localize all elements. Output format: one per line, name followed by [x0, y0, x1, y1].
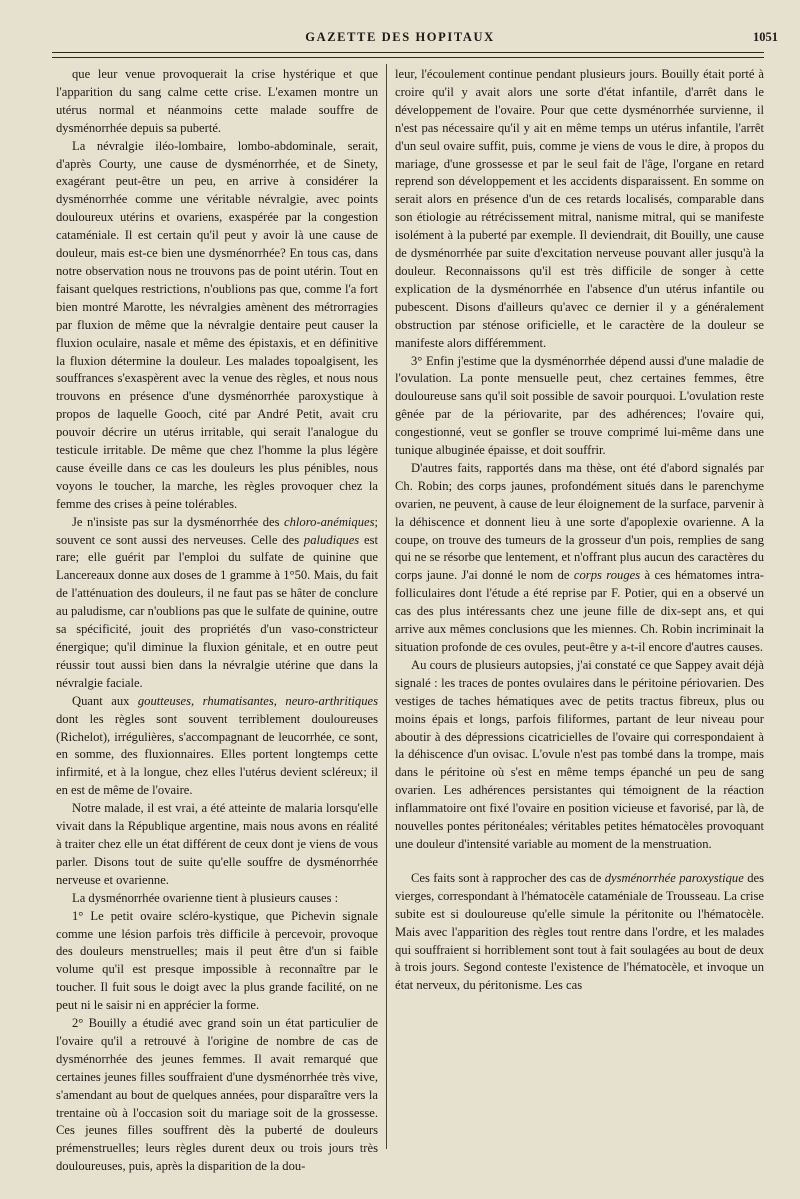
text-run: Je n'insiste pas sur la dysménorrhée des: [72, 514, 285, 529]
paragraph: que leur venue provoquerait la crise hystérique et que l'apparition du sang calme cette crise. L'examen montre un utérus normal et néanmoins cette malade souffre de dysménorrhée depuis sa puberté.: [56, 67, 378, 135]
paragraph: [395, 460, 764, 657]
paragraph: 2° Bouilly a étudié avec grand soin un état particulier de l'ovaire qu'il a retrouvé à l'origine de nombre de cas de dysménorrhée des jeunes femmes. Il avait remarqué que certaines jeunes filles souffraient d'une dysménorrhée très vive, s'amendant au bout de quelques années, pour disparaître vers la trentaine où à l'occasion soit du mariage soit de la grossesse. Ces jeunes filles souffrent dès la puberté de douleurs prémenstruelles; leurs règles durent deux ou trois jours très douloureuses, puis, après la disparition de la dou-: [56, 1016, 378, 1174]
header-rule: [52, 52, 764, 53]
journal-title: GAZETTE DES HOPITAUX: [305, 30, 495, 44]
italic-text: dysménorrhée paroxystique: [604, 870, 744, 885]
paragraph: Notre malade, il est vrai, a été atteinte de malaria lorsqu'elle vivait dans la République argentine, mais nous avons en réalité à traiter chez elle un état différent de ceux dont je viens de vous parler. Disons tout de suite qu'elle souffre de dysménorrhée nerveuse et ovarienne.: [56, 801, 378, 887]
text-run: Ces faits sont à rapprocher des cas de: [411, 870, 605, 885]
page-header: [0, 30, 800, 50]
text-run: dont les règles sont souvent terriblement douloureuses (Richelot), irrégulières, s'accompagnant de leucorrhée, ce sont, en somme, des fluxionnaires. Elles portent longtemps cette infirmité, et à la longue, chez elles l'utérus devient scléreux; il en est de même de l'ovaire.: [56, 711, 378, 798]
text-run: ; souvent ce sont aussi des nerveuses. Celle des: [56, 514, 378, 547]
text-run: des vierges, correspondant à l'hématocèle cataméniale de Trousseau. La crise subite est si douloureuse qu'elle simule la péritonite ou l'hématocèle. Mais avec l'apparition des règles tout rentre dans l'ordre, et les malades qui souffraient si horriblement sont tout à fait soulagées au bout de deux à trois jours. Segond conteste l'existence de l'hématocèle, et invoque un état nerveux, du péritonisme. Les cas: [395, 870, 764, 993]
paragraph: 3° Enfin j'estime que la dysménorrhée dépend aussi d'une maladie de l'ovulation. La ponte mensuelle peut, chez certaines femmes, être douloureuse sans qu'il soit possible de savoir pourquoi. L'ovulation reste gênée par de la périovarite, par des adhérences; l'ovaire qui, congestionné, veut se gonfler se trouve comprimé lui-même dans une tunique albuginée épaisse, et doit souffrir.: [395, 353, 764, 458]
left-column: [56, 66, 378, 1174]
paragraph: [395, 870, 764, 995]
header-rule-thin: [52, 57, 764, 58]
column-divider: [386, 64, 387, 1149]
paragraph: Au cours de plusieurs autopsies, j'ai constaté ce que Sappey avait déjà signalé : les traces de pontes ovulaires dans le péritoine périovarien. Des vestiges de taches hématiques avec de petits tractus fibreux, plus ou moins épais et longs, parfois filiformes, partant de leur niveau pour aboutir à des dépressions cicatricielles de l'ovaire qui correspondaient à la déhiscence d'un ovisac. L'ovule n'est pas tombé dans la trompe, mais dans le péritoine où s'est en même temps épanché un peu de sang ovarien. Les adhérences persistantes qui témoignent de la réaction inflammatoire ont fixé l'ovaire en position vicieuse et favorisé, par là, de nouvelles pontes péritonéales; véritables petites hématocèles provoquant une douleur d'intensité variable au moment de la menstruation.: [395, 657, 764, 851]
paragraph: La névralgie iléo-lombaire, lombo-abdominale, serait, d'après Courty, une cause de dysménorrhée, et de Sinety, exagérant peut-être un peu, en arrive à considérer la dysménorrhée comme une véritable névralgie, avec points douloureux utérins et ovariens, exaspérée par la congestion cataméniale. Il est certain qu'il peut y avoir là une cause de douleur, mais est-ce bien une dysménorrhée? En tous cas, dans notre observation nous ne trouvons pas de point utérin. Tout en faisant quelques restrictions, n'oublions pas que, comme l'a fort bien montré Marotte, les névralgies amènent des métrorragies par fluxion de même que la névralgie dentaire peut causer la fluxion oculaire, nasale et même des épistaxis, et en définitive la fluxion détermine la douleur. Les malades topoalgisent, les souffrances s'exaspèrent avec la venue des règles, et nous nous trouvons en présence d'une dysménorrhée paroxystique à propos de laquelle Gooch, cité par André Petit, avait cru pouvoir décrire un utérus irritable, qui serait l'analogue du testicule irritable. De même que chez l'homme la plus légère cause éveille dans ce cas les douleurs les plus pénibles, nous voyons le toucher, la marche, les règles provoquer chez la femme des crises à peine tolérables.: [56, 138, 378, 511]
italic-text: goutteuses, rhumatisantes, neuro-arthritiques: [137, 693, 378, 708]
page-number: 1051: [753, 30, 778, 44]
italic-text: corps rouges: [573, 568, 641, 583]
italic-text: paludiques: [303, 532, 360, 547]
italic-text: chloro-anémiques: [284, 514, 375, 529]
paragraph: La dysménorrhée ovarienne tient à plusieurs causes :: [72, 890, 339, 905]
paragraph: leur, l'écoulement continue pendant plusieurs jours. Bouilly était porté à croire qu'il y avait alors une sorte d'état infantile, d'arrêt dans le développement de l'ovaire. Pour que cette dysménorrhée survienne, il n'est pas nécessaire qu'il y ait en même temps un utérus infantile, l'arrêt d'un seul ovaire suffit, puis, comme je viens de vous le dire, à propos du mariage, d'une grossesse et par le seul fait de l'âge, l'organe en retard reprend son développement et les accidents disparaissent. En somme on serait alors en présence d'un de ces retards localisés, comparable dans son étiologie au rétrécissement mitral, nanisme mitral, qui se manifeste isolément à la puberté par exemple. Il deviendrait, dit Bouilly, une cause de dysménorrhée par suite d'excitation nerveuse pouvant aller jusqu'à la douleur. Reconnaissons qu'il est très difficile de songer à cette explication de la dysménorrhée en l'absence d'un utérus infantile ou pubescent. Disons d'ailleurs qu'avec ce dernier il y a généralement obstruction par sténose orificielle, et le caractère de la douleur se manifeste alors différemment.: [395, 67, 764, 350]
paragraph: [56, 693, 378, 800]
paragraph: 1° Le petit ovaire scléro-kystique, que Pichevin signale comme une lésion parfois très difficile à percevoir, provoque des douleurs menstruelles; mais il peut être d'un si faible volume qu'il est presque impossible à reconnaître par le toucher. Il fuit sous le doigt avec la plus grande facilité, on ne peut ni le saisir ni en apprécier la forme.: [56, 908, 378, 1013]
text-run: Quant aux: [72, 693, 138, 708]
text-run: à ces hématomes intra-folliculaires dont l'étude a été reprise par F. Potier, qui en a observé un cas des plus intéressants chez une jeune fille de dix-sept ans, et qui arrive aux mêmes conclusions que les miennes. Ch. Robin incriminait la situation profonde de ces ovules, peut-être y a-t-il encore d'autres causes.: [395, 568, 765, 654]
text-run: est rare; elle guérit par l'emploi du sulfate de quinine que Lancereaux donne aux doses de 1 gramme à 1°50. Mais, du fait de l'atténuation des douleurs, il ne faut pas se hâter de conclure au paludisme, car n'oublions pas que le sulfate de quinine, outre sa spécificité, jouit des propriétés d'un vaso-constricteur énergique; qu'il diminue la fluxion génitale, et en outre peut réussir tout aussi bien dans la névralgie utérine que dans la névralgie faciale.: [56, 532, 378, 690]
text-run: D'autres faits, rapportés dans ma thèse, ont été d'abord signalés par Ch. Robin; des corps jaunes, profondément situés dans le parenchyme ovarien, ne peuvent, à cause de leur éloignement de la surface, parvenir à la déhiscence et donnent lieu à une sorte d'apoplexie ovarienne. A la coupe, on trouve des tumeurs de la grosseur d'un pois, remplies de sang qui ne se résorbe que lentement, et n'offrant plus aucun des caractères du corps jaune. J'ai donné le nom de: [395, 460, 764, 583]
paragraph: [56, 514, 378, 693]
right-column: [395, 66, 764, 1156]
